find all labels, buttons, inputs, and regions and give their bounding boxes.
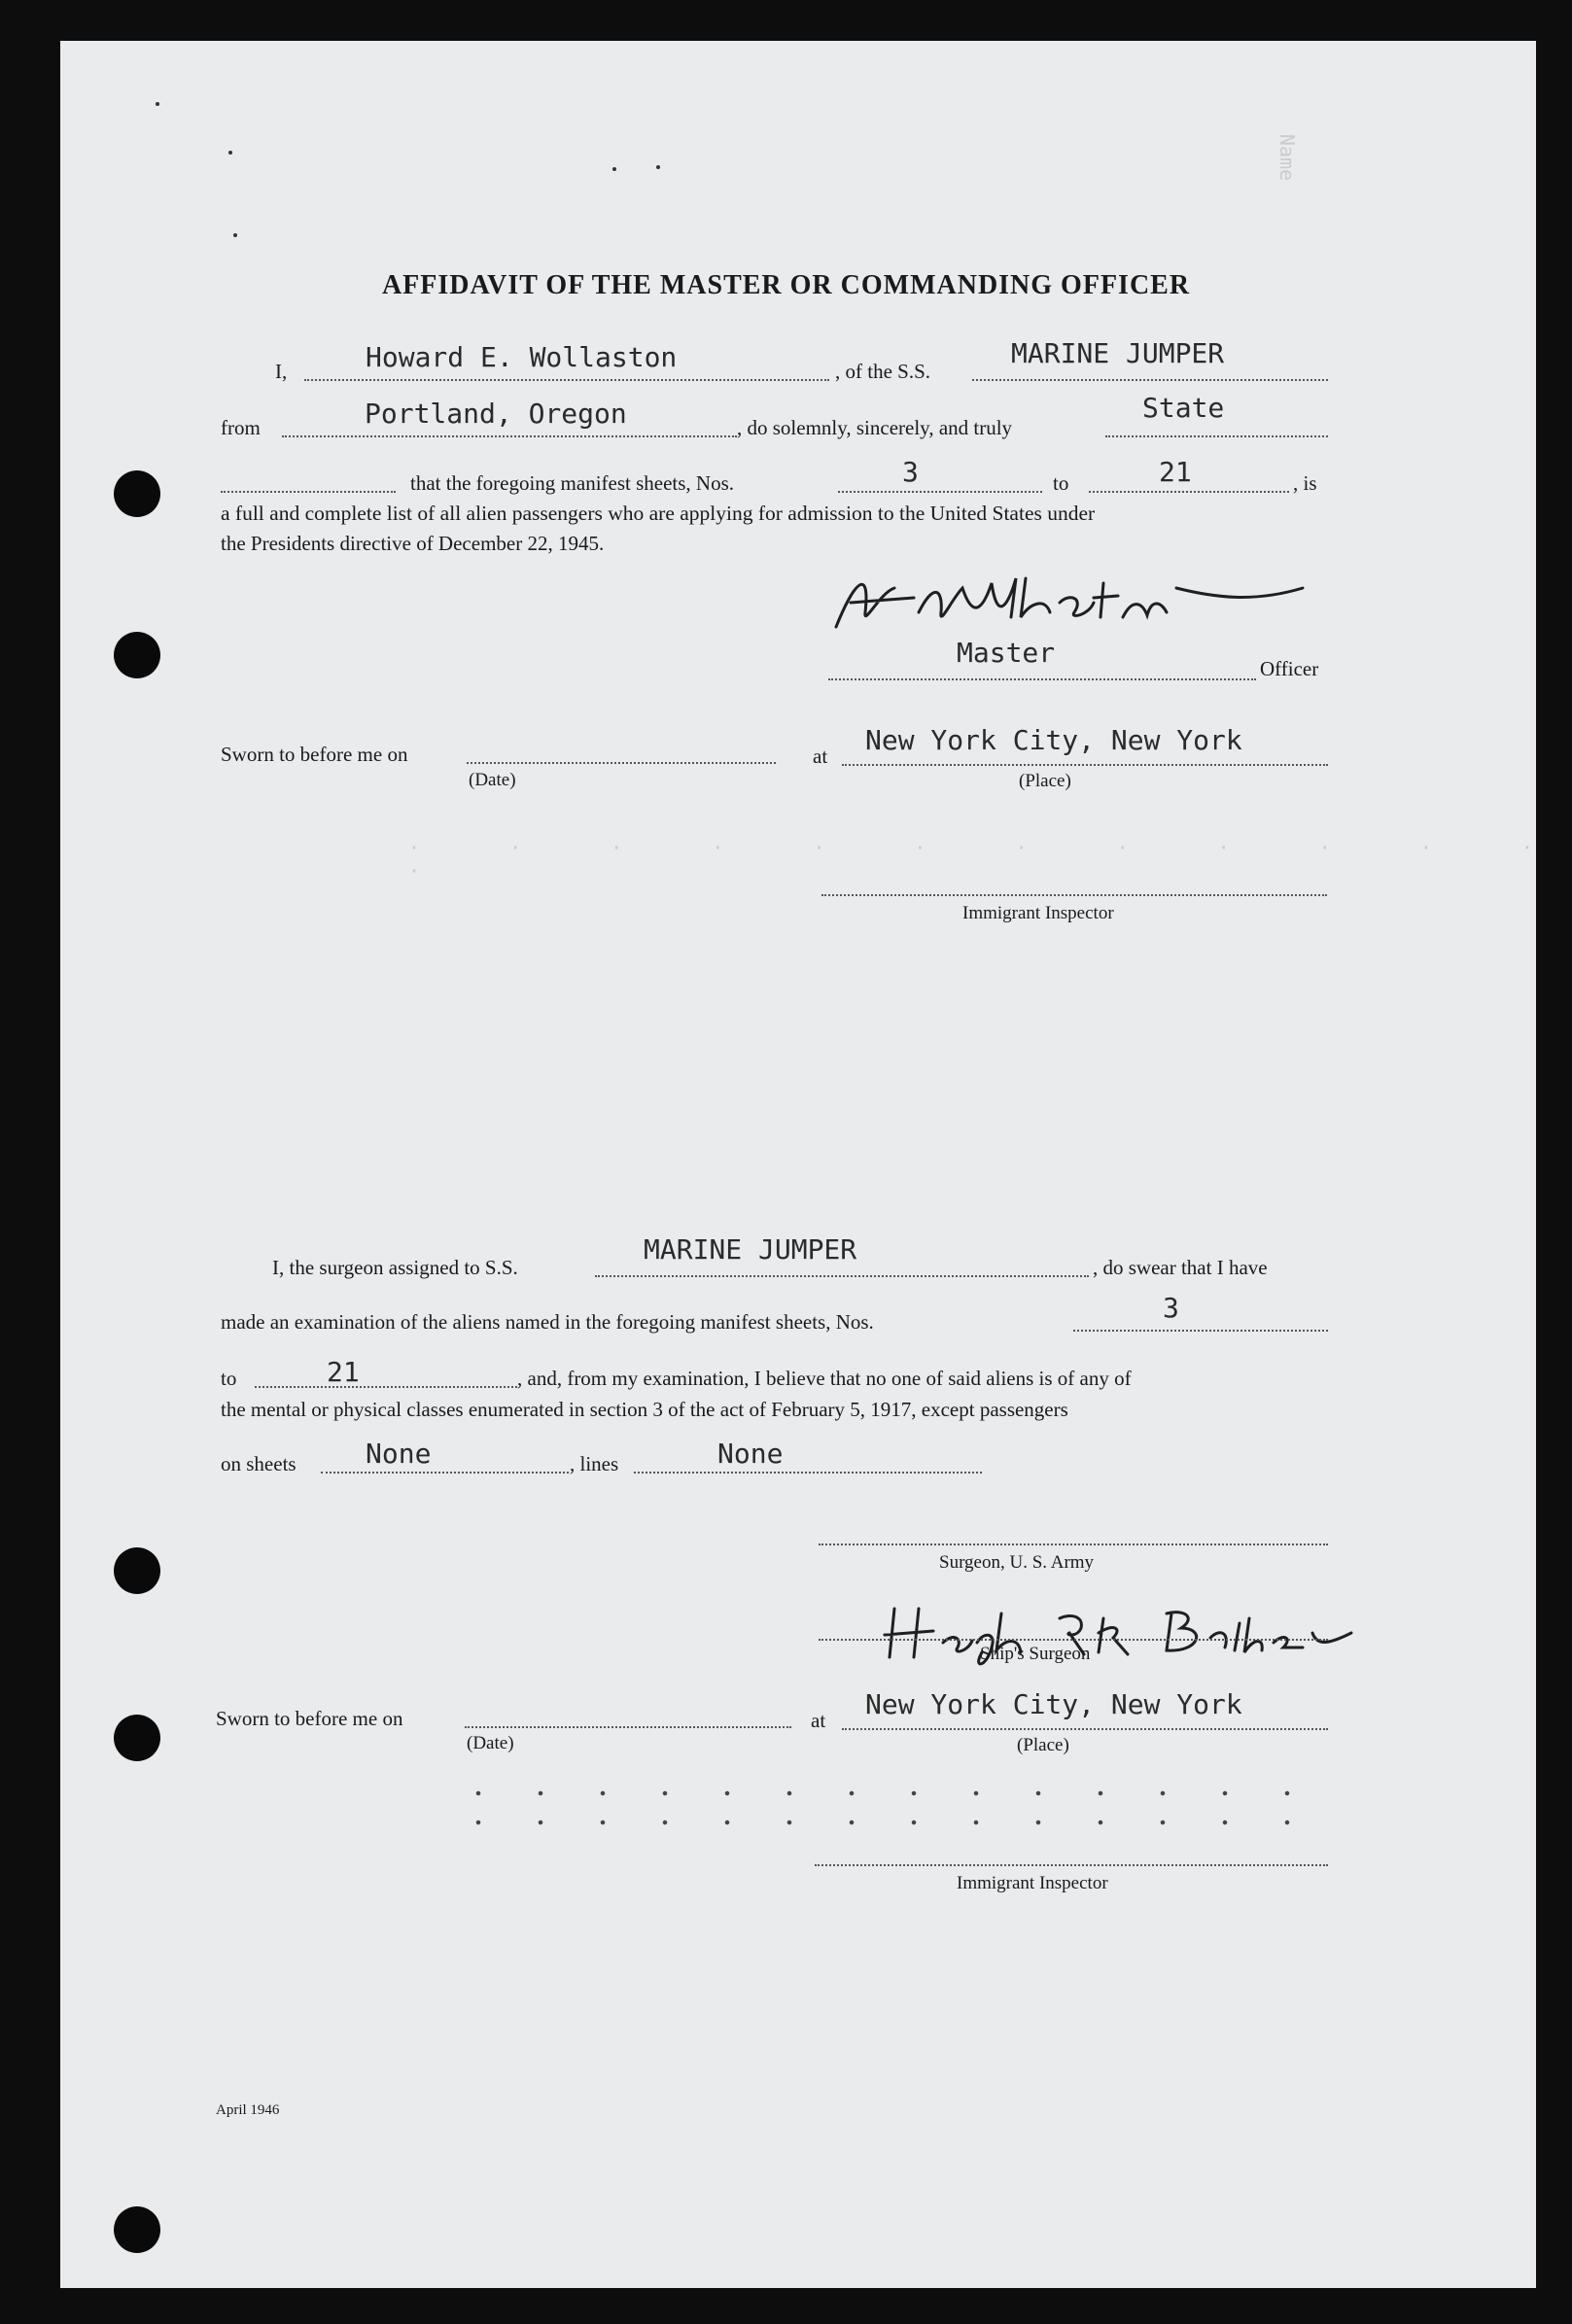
punch-hole — [114, 1715, 160, 1761]
master-signature — [826, 559, 1312, 646]
ship-surgeon-signature — [875, 1594, 1361, 1672]
surgeon-sheet-to: 21 — [327, 1356, 360, 1388]
punch-hole — [114, 632, 160, 678]
except-lines-line — [634, 1472, 982, 1474]
surgeon-sheet-to-line — [255, 1386, 517, 1388]
speck — [233, 233, 237, 237]
at-label: at — [813, 745, 828, 768]
army-surgeon-line — [819, 1544, 1328, 1545]
sheet-to-line — [1089, 491, 1289, 493]
manifest-sheets-text: that the foregoing manifest sheets, Nos. — [410, 471, 735, 495]
officer-label: Officer — [1260, 657, 1319, 680]
surgeon-ship-name: MARINE JUMPER — [644, 1233, 857, 1266]
inspector-label: Immigrant Inspector — [962, 903, 1114, 923]
to-label: to — [1053, 471, 1069, 495]
master-name-line — [304, 379, 829, 381]
surgeon-inspector-label: Immigrant Inspector — [957, 1873, 1108, 1893]
speck — [228, 151, 232, 155]
except-sheets-line — [321, 1472, 569, 1474]
date-label: (Date) — [469, 770, 516, 790]
punch-hole — [114, 1547, 160, 1594]
ship-name-line — [972, 379, 1328, 381]
directive-text: the Presidents directive of December 22, 1945. — [221, 532, 605, 555]
form-date: April 1946 — [216, 2102, 280, 2118]
classes-text: the mental or physical classes enumerated in section 3 of the act of February 5, 1917, except passengers — [221, 1398, 1068, 1421]
surgeon-at-label: at — [811, 1709, 826, 1732]
surgeon-sheet-from-line — [1073, 1330, 1328, 1332]
officer-title: Master — [957, 637, 1056, 669]
bleed-through: Name — [1275, 133, 1300, 182]
ship-name: MARINE JUMPER — [1011, 337, 1225, 369]
full-list-text: a full and complete list of all alien passengers who are applying for admission to the United States under — [221, 502, 1096, 525]
verb-line — [1105, 435, 1328, 437]
surgeon-inspector-line — [815, 1864, 1328, 1866]
affidavit-i-label: I, — [275, 360, 288, 383]
sheet-to: 21 — [1159, 456, 1192, 488]
inspector-line — [821, 894, 1327, 896]
sheet-from: 3 — [902, 456, 919, 488]
examination-text: made an examination of the aliens named in the foregoing manifest sheets, Nos. — [221, 1310, 874, 1334]
belief-text: , and, from my examination, I believe that no one of said aliens is of any of — [517, 1367, 1132, 1390]
surgeon-date-label: (Date) — [467, 1733, 514, 1753]
place-line — [842, 764, 1328, 766]
lines-label: , lines — [570, 1452, 619, 1475]
except-lines: None — [717, 1438, 784, 1470]
master-name: Howard E. Wollaston — [366, 341, 678, 373]
punch-hole — [114, 470, 160, 517]
bleed-through: · · · · · · · · · · · · · — [408, 836, 1572, 883]
ship-surgeon-line — [819, 1639, 1328, 1641]
officer-line — [828, 678, 1256, 680]
sheet-from-line — [838, 491, 1042, 493]
swear-text: , do swear that I have — [1093, 1256, 1268, 1279]
affidavit-title: AFFIDAVIT OF THE MASTER OR COMMANDING OFFICER — [381, 270, 1191, 300]
except-sheets: None — [366, 1438, 432, 1470]
surgeon-to-label: to — [221, 1367, 237, 1390]
speck — [156, 102, 159, 106]
surgeon-ship-line — [595, 1275, 1089, 1277]
surgeon-sheet-from: 3 — [1163, 1292, 1179, 1324]
port-name: Portland, Oregon — [365, 398, 627, 430]
sworn-place: New York City, New York — [865, 724, 1242, 756]
speck — [656, 165, 660, 169]
sworn-date-line — [467, 762, 776, 764]
from-label: from — [221, 416, 261, 439]
sworn-label: Sworn to before me on — [221, 743, 408, 766]
is-label: , is — [1293, 471, 1317, 495]
of-ship-label: , of the S.S. — [835, 360, 931, 383]
verb-state: State — [1142, 392, 1225, 424]
surgeon-sworn-place: New York City, New York — [865, 1688, 1242, 1720]
punch-hole — [114, 2206, 160, 2253]
speck — [612, 167, 616, 171]
solemnly-text: , do solemnly, sincerely, and truly — [737, 416, 1013, 439]
surgeon-sworn-label: Sworn to before me on — [216, 1707, 403, 1730]
army-surgeon-label: Surgeon, U. S. Army — [939, 1552, 1095, 1573]
on-sheets-label: on sheets — [221, 1452, 297, 1475]
surgeon-assigned-text: I, the surgeon assigned to S.S. — [272, 1256, 518, 1279]
dot-grid — [447, 1779, 1322, 1837]
surgeon-place-line — [842, 1728, 1328, 1730]
place-label: (Place) — [1019, 771, 1071, 791]
surgeon-sworn-date-line — [465, 1726, 791, 1728]
blank-line — [221, 491, 396, 493]
port-line — [282, 435, 737, 437]
ship-surgeon-label: Ship's Surgeon — [980, 1644, 1091, 1664]
surgeon-place-label: (Place) — [1017, 1735, 1069, 1755]
